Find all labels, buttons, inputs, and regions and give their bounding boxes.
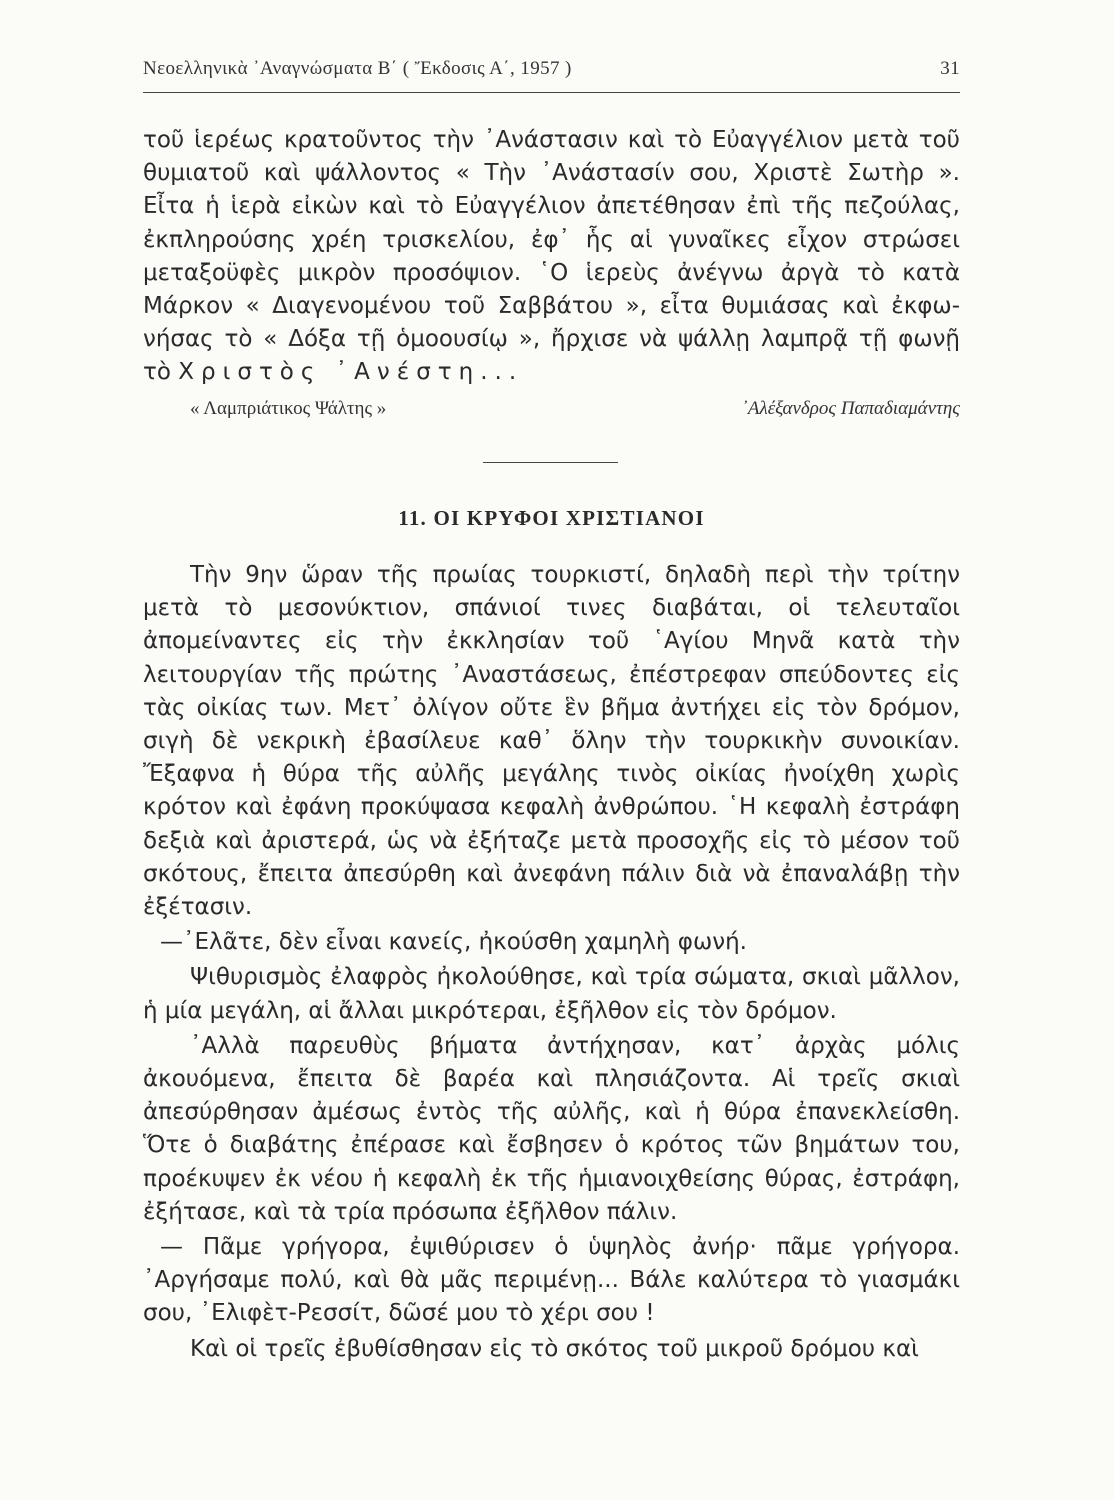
running-head xyxy=(143,58,960,80)
text-line-last xyxy=(143,356,960,389)
text-line: Εἶτα ἡ ἱερὰ εἰκὼν καὶ τὸ Εὐαγγέλιον ἀπετέθησαν ἐπὶ τῆς πεζούλας, xyxy=(143,193,960,220)
previous-text-continuation xyxy=(143,124,960,390)
author-name: ᾿Αλέξανδρος Παπαδιαμάντης xyxy=(741,398,960,419)
paragraph: ᾿Αλλὰ παρευθὺς βήματα ἀντήχησαν, κατ᾿ ἀρχὰς μόλις ἀκουόμενα, ἔπειτα δὲ βαρέα καὶ πλησιάζοντα. Αἱ τρεῖς σκιαὶ ἀπεσύρθησαν ἀμέσως ἐντὸς τῆς αὐλῆς, καὶ ἡ θύρα ἐπανεκλείσθη. Ὅτε ὁ διαβάτης ἐπέρασε καὶ ἔσβησεν ὁ κρότος τῶν βημάτων του, προέκυψεν ἐκ νέου ἡ κεφαλὴ ἐκ τῆς ἡμιανοιχθείσης θύρας, ἐστράφη, ἐξήτασε, καὶ τὰ τρία πρόσωπα ἐξῆλθον πάλιν. xyxy=(143,1032,960,1225)
page-number: 31 xyxy=(940,58,960,79)
paragraph-dialogue: — Πᾶμε γρήγορα, ἐψιθύρισεν ὁ ὑψηλὸς ἀνήρ· πᾶμε γρήγορα. ᾿Αργήσαμε πολύ, καὶ θὰ μᾶς περιμένῃ... Βάλε καλύτερα τὸ γιασμάκι σου, ᾿Ελιφὲτ-Ρεσσίτ, δῶσέ μου τὸ χέρι σου ! xyxy=(143,1234,960,1327)
text-line: Μάρκον « Διαγενομένου τοῦ Σαββάτου », εἶτα θυμιάσας καὶ ἐκφω- xyxy=(143,293,960,320)
signature-line xyxy=(143,398,960,420)
spaced-phrase: Χριστὸς ᾿Ανέστη... xyxy=(178,359,524,386)
section-divider xyxy=(483,462,618,463)
running-title: Νεοελληνικὰ ᾿Αναγνώσματα Β΄ ( Ἔκδοσις Α΄, 1957 ) xyxy=(143,58,572,79)
paragraph: Τὴν 9ην ὥραν τῆς πρωίας τουρκιστί, δηλαδὴ περὶ τὴν τρίτην μετὰ τὸ μεσονύκτιον, σπάνιοί τινες διαβάται, οἱ τελευταῖοι ἀπομείναντες εἰς τὴν ἐκκλησίαν τοῦ ῾Αγίου Μηνᾶ κατὰ τὴν λειτουργίαν τῆς πρώτης ᾿Αναστάσεως, ἐπέστρεφαν σπεύδοντες εἰς τὰς οἰκίας των. Μετ᾿ ὀλίγον οὔτε ἓν βῆμα ἀντήχει εἰς τὸν δρόμον, σιγὴ δὲ νεκρικὴ ἐβασίλευε καθ᾿ ὅλην τὴν τουρκικὴν συνοικίαν. Ἔξαφνα ἡ θύρα τῆς αὐλῆς μεγάλης τινὸς οἰκίας ἠνοίχθη χωρὶς κρότον καὶ ἐφάνη προκύψασα κεφαλὴ ἀνθρώπου. ῾Η κεφαλὴ ἐστράφη δεξιὰ καὶ ἀριστερά, ὡς νὰ ἐξήταζε μετὰ προσοχῆς εἰς τὸ μέσον τοῦ σκότους, ἔπειτα ἀπεσύρθη καὶ ἀνεφάνη πάλιν διὰ νὰ ἐπαναλάβῃ τὴν ἐξέτασιν. xyxy=(143,562,960,921)
paragraph: Καὶ οἱ τρεῖς ἐβυθίσθησαν εἰς τὸ σκότος τοῦ μικροῦ δρόμου καὶ xyxy=(190,1335,919,1362)
text-line: θυμιατοῦ καὶ ψάλλοντος « Τὴν ᾿Ανάστασίν σου, Χριστὲ Σωτὴρ ». xyxy=(143,160,960,187)
text-line: μεταξοϋφὲς μικρὸν προσόψιον. ῾Ο ἱερεὺς ἀνέγνω ἀργὰ τὸ κατὰ xyxy=(143,259,960,286)
text-line: τοῦ ἱερέως κρατοῦντος τὴν ᾿Ανάστασιν καὶ τὸ Εὐαγγέλιον μετὰ τοῦ xyxy=(143,127,960,153)
text-line: ἐκπληρούσης χρέη τρισκελίου, ἐφ᾿ ἧς αἱ γυναῖκες εἶχον στρώσει xyxy=(143,226,960,253)
section-body xyxy=(143,559,960,1366)
source-title: « Λαμπριάτικος Ψάλτης » xyxy=(190,398,387,419)
paragraph: Ψιθυρισμὸς ἐλαφρὸς ἠκολούθησε, καὶ τρία σώματα, σκιαὶ μᾶλλον, ἡ μία μεγάλη, αἱ ἄλλαι μικρότεραι, ἐξῆλθον εἰς τὸν δρόμον. xyxy=(143,964,960,1024)
header-rule xyxy=(143,92,960,93)
text-line-prefix: τὸ xyxy=(143,359,171,386)
section-title: 11. ΟΙ ΚΡΥΦΟΙ ΧΡΙΣΤΙΑΝΟΙ xyxy=(398,506,705,530)
paragraph-dialogue: —᾿Ελᾶτε, δὲν εἶναι κανείς, ἠκούσθη χαμηλὴ φωνή. xyxy=(160,929,747,956)
text-line: νήσας τὸ « Δόξα τῇ ὁμοουσίῳ », ἤρχισε νὰ ψάλλῃ λαμπρᾷ τῇ φωνῇ xyxy=(143,326,960,353)
